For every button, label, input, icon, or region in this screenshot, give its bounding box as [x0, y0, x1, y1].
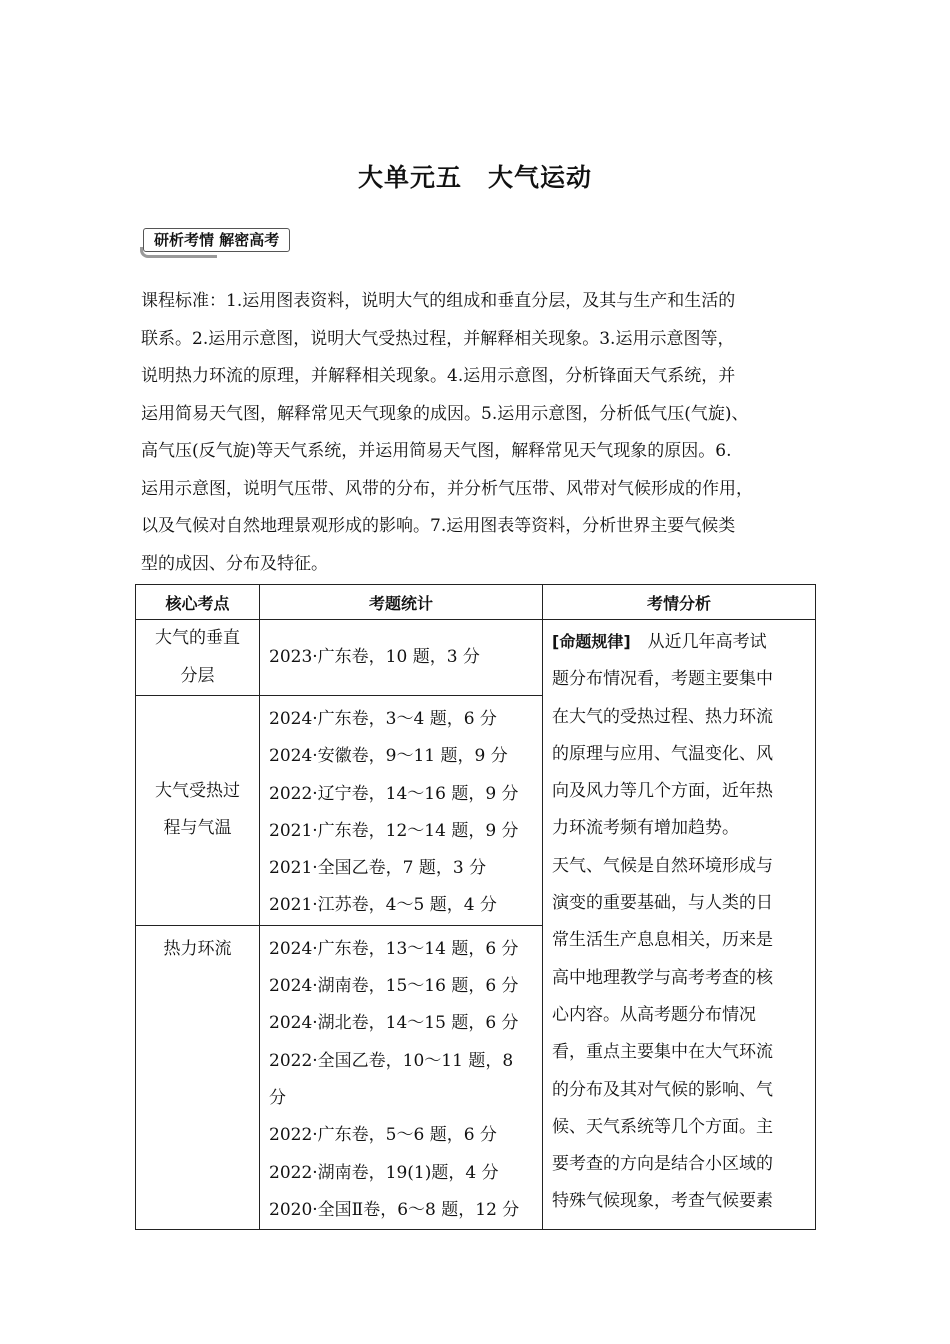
stat-line: 2022·湖南卷，19(1)题，4 分 — [269, 1162, 499, 1183]
topic-cell — [136, 620, 260, 696]
analysis-line: 天气、气候是自然环境形成与 — [552, 855, 773, 876]
stats-cell — [260, 620, 543, 696]
analysis-line: 向及风力等几个方面，近年热 — [552, 781, 773, 802]
curriculum-line: 型的成因、分布及特征。 — [141, 553, 328, 574]
stat-line: 2024·安徽卷，9～11 题，9 分 — [269, 746, 508, 767]
analysis-line — [552, 623, 809, 661]
stats-cell — [260, 925, 543, 1229]
stat-line: 分 — [269, 1087, 286, 1108]
stat-line: 2024·广东卷，3～4 题，6 分 — [269, 709, 497, 729]
analysis-line: 题分布情况看，考题主要集中 — [552, 669, 773, 690]
analysis-line: 高中地理教学与高考考查的核 — [552, 967, 773, 988]
topic-line: 热力环流 — [163, 938, 232, 959]
topic-line: 大气的垂直 — [155, 628, 240, 648]
curriculum-standard — [141, 283, 813, 583]
analysis-line: 心内容。从高考题分布情况 — [552, 1004, 756, 1025]
curriculum-line: 课程标准：1.运用图表资料，说明大气的组成和垂直分层，及其与生产和生活的 — [141, 291, 736, 311]
table-row — [136, 620, 816, 696]
stat-line: 2022·全国乙卷，10～11 题，8 — [269, 1050, 514, 1071]
analysis-label: [命题规律] — [552, 632, 631, 651]
curriculum-line: 运用示意图，说明气压带、风带的分布，并分析气压带、风带对气候形成的作用， — [141, 478, 753, 499]
header-core-topic: 核心考点 — [136, 585, 260, 620]
section-tag — [140, 228, 320, 254]
analysis-line: 的原理与应用、气温变化、风 — [552, 743, 773, 764]
stat-line: 2021·全国乙卷，7 题，3 分 — [269, 858, 487, 879]
analysis-cell — [543, 620, 816, 1230]
curriculum-line: 运用简易天气图，解释常见天气现象的成因。5.运用示意图，分析低气压(气旋)、 — [141, 403, 749, 424]
topic-line: 大气受热过 — [155, 780, 240, 801]
stats-cell — [260, 696, 543, 926]
analysis-line: 的分布及其对气候的影响、气 — [552, 1079, 773, 1100]
stat-line: 2021·广东卷，12～14 题，9 分 — [269, 820, 519, 841]
stat-line: 2024·广东卷，13～14 题，6 分 — [269, 938, 519, 959]
topic-cell — [136, 925, 260, 1229]
stat-line: 2023·广东卷，10 题，3 分 — [269, 646, 480, 667]
analysis-first-line-rest: 从近几年高考试 — [630, 632, 767, 652]
stat-line: 2022·广东卷，5～6 题，6 分 — [269, 1125, 497, 1146]
stat-line: 2022·辽宁卷，14～16 题，9 分 — [269, 783, 519, 804]
curriculum-line: 说明热力环流的原理，并解释相关现象。4.运用示意图，分析锋面天气系统，并 — [141, 366, 736, 386]
analysis-line: 演变的重要基础，与人类的日 — [552, 893, 773, 914]
analysis-line: 常生活生产息息相关，历来是 — [552, 930, 773, 951]
stat-line: 2024·湖南卷，15～16 题，6 分 — [269, 976, 519, 997]
analysis-line: 力环流考频有增加趋势。 — [552, 818, 739, 839]
stat-line: 2024·湖北卷，14～15 题，6 分 — [269, 1013, 519, 1034]
analysis-line: 看，重点主要集中在大气环流 — [552, 1042, 773, 1063]
page-title — [0, 158, 950, 194]
stat-line: 2021·江苏卷，4～5 题，4 分 — [269, 895, 497, 916]
exam-analysis-table — [135, 584, 816, 1230]
analysis-line: 在大气的受热过程、热力环流 — [552, 706, 773, 727]
curriculum-line: 高气压(反气旋)等天气系统，并运用简易天气图，解释常见天气现象的原因。6. — [141, 441, 732, 461]
title-part-1: 大单元五 — [357, 163, 462, 192]
topic-line: 程与气温 — [163, 818, 232, 839]
curriculum-line: 联系。2.运用示意图，说明大气受热过程，并解释相关现象。3.运用示意图等， — [141, 328, 735, 349]
topic-cell — [136, 696, 260, 926]
curriculum-line: 以及气候对自然地理景观形成的影响。7.运用图表等资料，分析世界主要气候类 — [141, 516, 736, 536]
analysis-line: 特殊气候现象，考查气候要素 — [552, 1191, 773, 1212]
table-header-row — [136, 585, 816, 620]
stat-line: 2020·全国Ⅱ卷，6～8 题，12 分 — [269, 1199, 520, 1220]
analysis-line: 候、天气系统等几个方面。主 — [552, 1116, 773, 1137]
title-part-2: 大气运动 — [488, 163, 593, 192]
header-exam-stats: 考题统计 — [260, 585, 543, 620]
topic-line: 分层 — [180, 665, 215, 686]
header-analysis: 考情分析 — [543, 585, 816, 620]
analysis-line: 要考查的方向是结合小区域的 — [552, 1154, 773, 1175]
section-tag-label: 研析考情 解密高考 — [143, 228, 290, 252]
